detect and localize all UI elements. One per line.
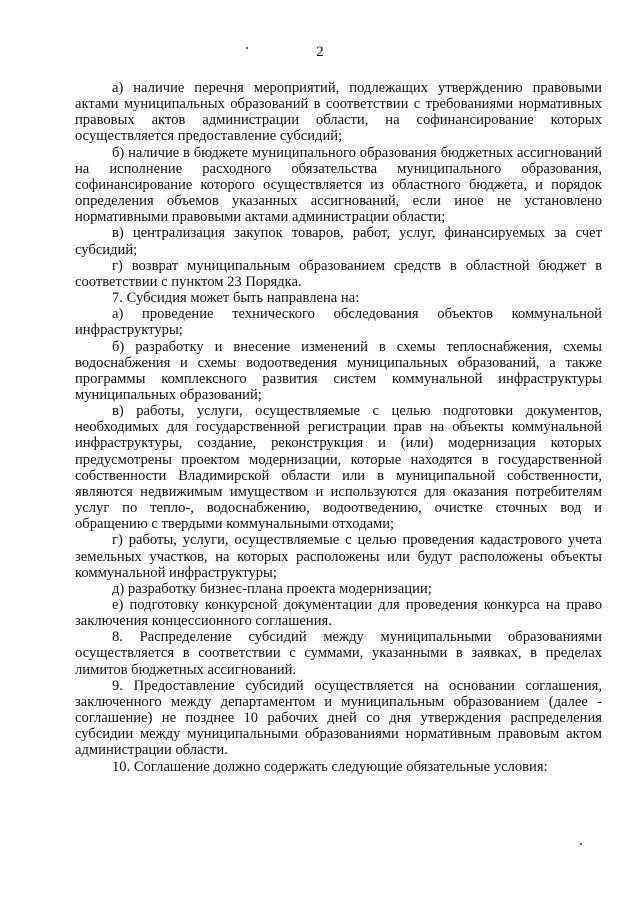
paragraph-7-item-d: г) работы, услуги, осуществляемые с целью проведения кадастрового учета земельных участков, на которых расположены или будут расположены объекты коммунальной инфраструктуры; xyxy=(75,532,602,581)
paragraph-7-b-condition: б) наличие в бюджете муниципального образования бюджетных ассигнований на исполнение расходного обязательства муниципального образования, софинансирование которого осуществляется из областного бюджета, и порядок определения объемов указанных ассигнований, если иное не установлено нормативными правовыми актами администрации области; xyxy=(75,144,602,226)
document-body xyxy=(75,80,602,775)
paragraph-9: 9. Предоставление субсидий осуществляется на основании соглашения, заключенного между департаментом и муниципальным образованием (далее - соглашение) не позднее 10 рабочих дней со дня утверждения распределения субсидии между муниципальными образованиями нормативным правовым актом администрации области. xyxy=(75,677,602,759)
paragraph-10: 10. Соглашение должно содержать следующие обязательные условия: xyxy=(112,758,548,775)
paragraph-7-item-b: б) разработку и внесение изменений в схемы теплоснабжения, схемы водоснабжения и схемы водоотведения муниципальных образований, а также программы комплексного развития систем коммунальной инфраструктуры муниципальных образований; xyxy=(75,338,602,403)
paragraph-7-c-condition: в) централизация закупок товаров, работ, услуг, финансируемых за счет субсидий; xyxy=(75,225,602,258)
paragraph-7-heading: 7. Субсидия может быть направлена на: xyxy=(112,290,360,307)
paragraph-7-item-e: д) разработку бизнес-плана проекта модернизации; xyxy=(112,580,432,597)
scan-speck-bottom xyxy=(580,843,582,845)
paragraph-8: 8. Распределение субсидий между муниципальными образованиями осуществляется в соответствии с суммами, указанными в заявках, в пределах лимитов бюджетных ассигнований. xyxy=(75,629,602,678)
paragraph-7-item-f: е) подготовку конкурсной документации для проведения конкурса на право заключения концессионного соглашения. xyxy=(75,597,602,630)
paragraph-7-d-condition: г) возврат муниципальным образованием средств в областной бюджет в соответствии с пунктом 23 Порядка. xyxy=(75,257,602,290)
paragraph-7-a-condition: а) наличие перечня мероприятий, подлежащих утверждению правовыми актами муниципальных образований в соответствии с требованиями нормативных правовых актов администрации области, на софинансирование которых осуществляется предоставление субсидий; xyxy=(75,80,602,145)
paragraph-7-item-c: в) работы, услуги, осуществляемые с целью подготовки документов, необходимых для государственной регистрации прав на объекты коммунальной инфраструктуры, создание, реконструкция и (или) модернизация которых предусмотрены проектом модернизации, которые находятся в государственной собственности Владимирской области или в муниципальной собственности, являются недвижимым имуществом и используются для оказания потребителям услуг по тепло-, водоснабжению, водоотведению, очистке сточных вод и обращению с твердыми коммунальными отходами; xyxy=(75,403,602,533)
page-number: 2 xyxy=(316,44,324,60)
paragraph-7-item-a: а) проведение технического обследования объектов коммунальной инфраструктуры; xyxy=(75,306,602,339)
scan-speck-top xyxy=(246,47,248,49)
